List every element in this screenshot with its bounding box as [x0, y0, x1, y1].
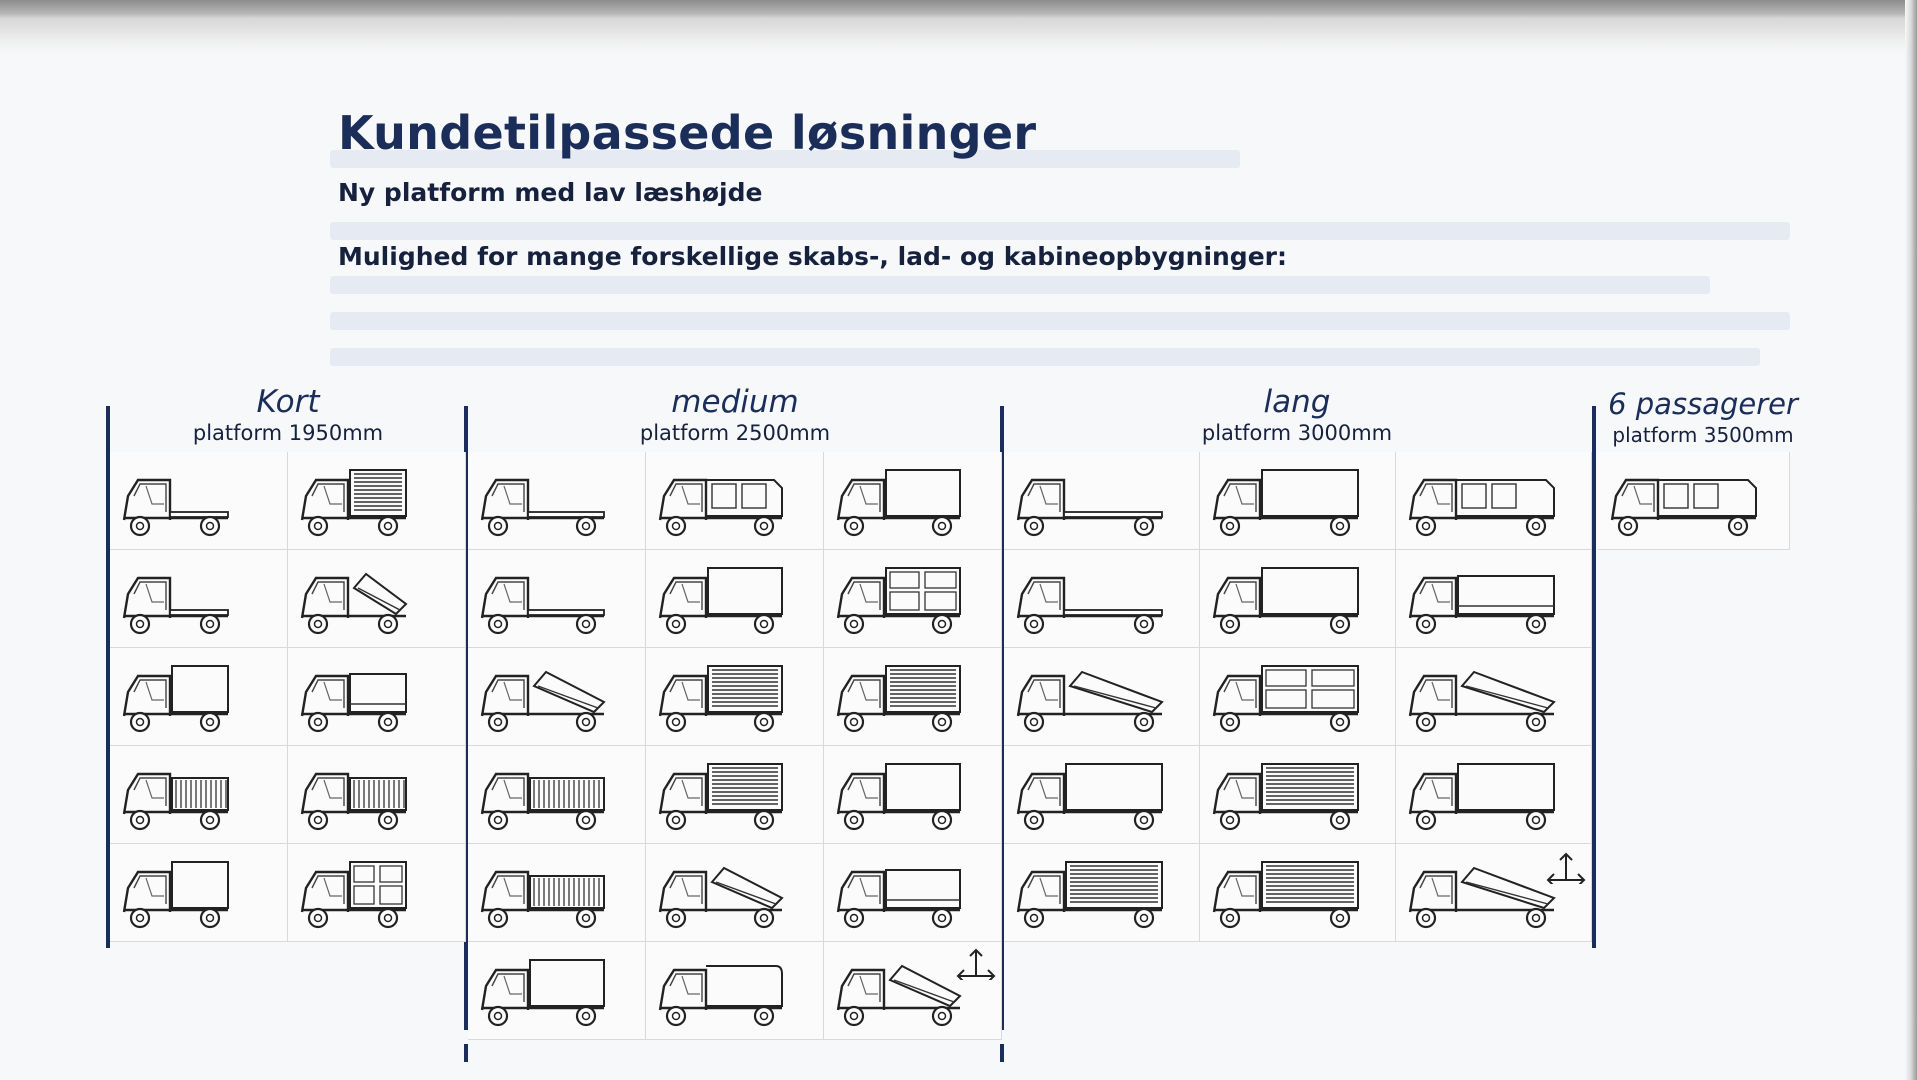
tipper-arrows-icon	[954, 946, 998, 980]
group-platform: platform 1950mm	[192, 421, 384, 445]
vehicle-variant-icon	[296, 558, 458, 640]
vehicle-variant-lang	[1200, 452, 1396, 550]
vehicle-variant-icon	[1208, 558, 1370, 640]
vehicle-variant-icon	[1012, 852, 1174, 934]
vehicle-variant-icon	[118, 754, 280, 836]
vehicle-variant-icon	[1404, 460, 1566, 542]
vehicle-variant-kort	[288, 452, 466, 550]
group-divider	[1592, 406, 1596, 948]
vehicle-variant-icon	[1404, 656, 1566, 738]
group-header-kort	[110, 384, 466, 446]
vehicle-variant-medium	[646, 844, 824, 942]
page-subtitle: Ny platform med lav læshøjde	[338, 178, 763, 207]
vehicle-variant-icon	[832, 754, 994, 836]
vehicle-variant-kort	[288, 550, 466, 648]
vehicle-variant-kort	[288, 746, 466, 844]
vehicle-variant-icon	[654, 558, 816, 640]
vehicle-variant-icon	[832, 558, 994, 640]
vehicle-variant-lang	[1396, 550, 1592, 648]
window-right-edge	[1905, 0, 1917, 1080]
vehicle-variant-6-passagerer	[1598, 452, 1790, 550]
vehicle-variant-medium	[646, 550, 824, 648]
vehicle-variant-icon	[1012, 558, 1174, 640]
vehicle-variant-icon	[118, 460, 280, 542]
group-header-6-passagerer	[1594, 386, 1812, 448]
vehicle-variant-icon	[1404, 754, 1566, 836]
group-title: medium	[671, 384, 799, 420]
vehicle-variant-lang	[1200, 844, 1396, 942]
vehicle-variant-icon	[832, 460, 994, 542]
vehicle-variant-icon	[476, 852, 638, 934]
vehicle-variant-icon	[1012, 656, 1174, 738]
vehicle-variant-medium	[646, 746, 824, 844]
group-divider	[464, 1044, 468, 1062]
page-title: Kundetilpassede løsninger	[338, 106, 1037, 160]
group-header-medium	[468, 384, 1002, 446]
group-divider	[1000, 1044, 1004, 1062]
vehicle-variant-lang	[1200, 648, 1396, 746]
vehicle-variant-lang	[1200, 550, 1396, 648]
vehicle-variant-icon	[1208, 656, 1370, 738]
vehicle-variant-icon	[654, 754, 816, 836]
group-platform: platform 3000mm	[1201, 421, 1393, 445]
vehicle-variant-medium	[824, 452, 1002, 550]
vehicle-variant-lang	[1004, 452, 1200, 550]
vehicle-variant-medium	[468, 844, 646, 942]
vehicle-variant-icon	[832, 852, 994, 934]
vehicle-variant-icon	[1208, 460, 1370, 542]
bleed-through-line	[330, 348, 1760, 366]
bleed-through-line	[330, 222, 1790, 240]
vehicle-variant-icon	[654, 460, 816, 542]
group-platform: platform 3500mm	[1612, 423, 1794, 447]
window-top-edge	[0, 0, 1917, 54]
vehicle-variant-medium	[468, 942, 646, 1040]
vehicle-variant-kort	[110, 550, 288, 648]
group-title: Kort	[256, 384, 320, 420]
vehicle-variant-icon	[118, 656, 280, 738]
vehicle-variant-lang	[1004, 550, 1200, 648]
vehicle-variant-icon	[1404, 558, 1566, 640]
vehicle-variant-icon	[654, 950, 816, 1032]
vehicle-variant-kort	[288, 648, 466, 746]
vehicle-variant-icon	[1208, 754, 1370, 836]
vehicle-variant-icon	[654, 656, 816, 738]
vehicle-variant-lang	[1396, 648, 1592, 746]
vehicle-variant-kort	[288, 844, 466, 942]
vehicle-variant-icon	[654, 852, 816, 934]
vehicle-variant-icon	[1012, 460, 1174, 542]
vehicle-variant-icon	[296, 460, 458, 542]
vehicle-variant-kort	[110, 648, 288, 746]
vehicle-variant-lang	[1200, 746, 1396, 844]
vehicle-variant-medium	[468, 746, 646, 844]
vehicle-variant-icon	[118, 852, 280, 934]
vehicle-variant-lang	[1004, 746, 1200, 844]
vehicle-variant-lang	[1004, 844, 1200, 942]
vehicle-variant-icon	[296, 656, 458, 738]
vehicle-variant-kort	[110, 746, 288, 844]
vehicle-variant-icon	[1404, 852, 1566, 934]
vehicle-variant-icon	[1606, 460, 1768, 542]
group-title: lang	[1263, 384, 1331, 420]
group-title: 6 passagerer	[1608, 387, 1798, 421]
vehicle-variant-icon	[118, 558, 280, 640]
vehicle-variant-medium	[824, 648, 1002, 746]
vehicle-variant-medium	[468, 452, 646, 550]
vehicle-variant-lang	[1396, 452, 1592, 550]
vehicle-variant-medium	[646, 648, 824, 746]
vehicle-variant-icon	[476, 950, 638, 1032]
vehicle-variant-medium	[824, 746, 1002, 844]
vehicle-variant-medium	[646, 452, 824, 550]
vehicle-variant-icon	[476, 754, 638, 836]
group-header-lang	[1006, 384, 1588, 446]
vehicle-variant-icon	[476, 656, 638, 738]
options-heading: Mulighed for mange forskellige skabs-, lad- og kabineopbygninger:	[338, 242, 1287, 271]
tipper-arrows-icon	[1544, 850, 1588, 884]
vehicle-variant-kort	[110, 452, 288, 550]
vehicle-variant-medium	[646, 942, 824, 1040]
vehicle-variant-medium	[824, 844, 1002, 942]
vehicle-variant-lang	[1004, 648, 1200, 746]
vehicle-variant-icon	[1012, 754, 1174, 836]
vehicle-variant-lang	[1396, 746, 1592, 844]
vehicle-variant-icon	[296, 754, 458, 836]
vehicle-variant-medium	[824, 550, 1002, 648]
bleed-through-line	[330, 312, 1790, 330]
vehicle-variant-icon	[296, 852, 458, 934]
bleed-through-line	[330, 276, 1710, 294]
vehicle-variant-medium	[468, 550, 646, 648]
vehicle-variant-icon	[1208, 852, 1370, 934]
vehicle-variant-icon	[476, 558, 638, 640]
vehicle-variant-icon	[476, 460, 638, 542]
vehicle-variant-icon	[832, 656, 994, 738]
group-platform: platform 2500mm	[639, 421, 831, 445]
vehicle-variant-medium	[468, 648, 646, 746]
vehicle-variant-kort	[110, 844, 288, 942]
